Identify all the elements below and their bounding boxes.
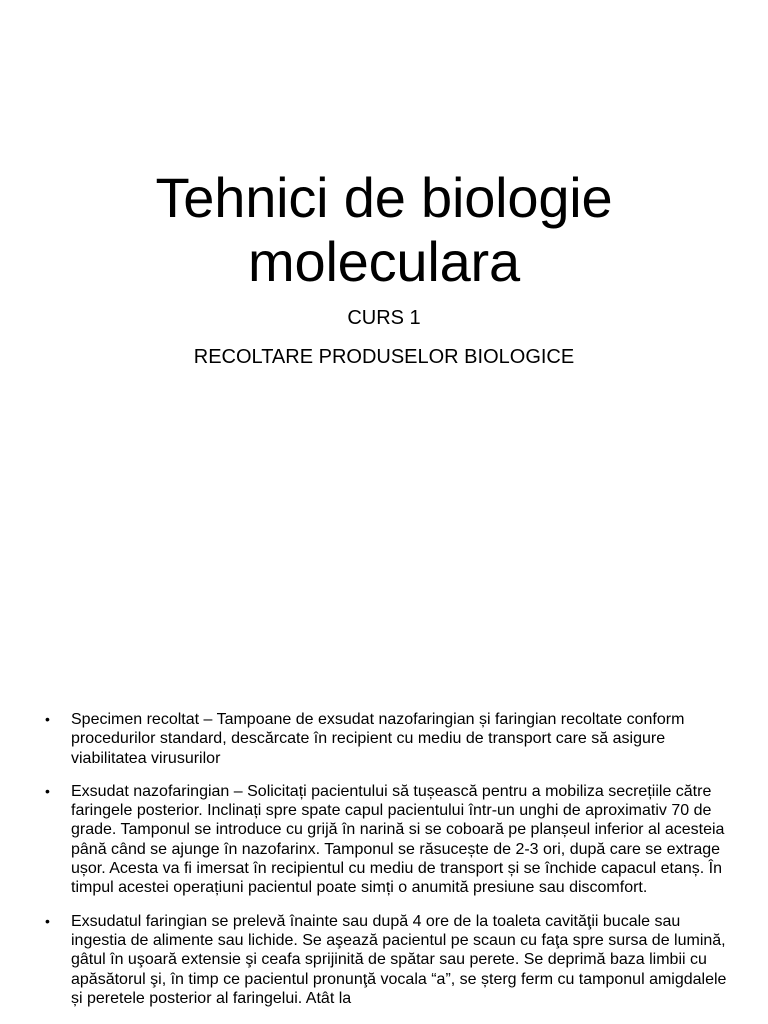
slide-title: Tehnici de biologie moleculara [155,166,613,293]
bullet-icon: • [45,782,50,799]
slide-subtitle: RECOLTARE PRODUSELOR BIOLOGICE [193,346,575,368]
list-item [0,710,768,768]
content-slide [0,700,768,1024]
bullet-text: Specimen recoltat – Tampoane de exsudat nazofaringian și faringian recoltate conform procedurilor standard, descărcate în recipient cu mediu de transport care să asigure viabilitatea virusurilor [71,711,685,767]
bullet-text: Exsudat nazofaringian – Solicitați pacientului să tușească pentru a mobiliza secrețiile către faringele posterior. Inclinați spre spate capul pacientului într-un unghi de aproximativ 70 de grade. Tamponul se introduce cu grijă în narină si se coboară pe planșeul inferior al acesteia până când se ajunge în nazofarinx. Tamponul se răsucește de 2-3 ori, după care se extrage ușor. Acesta va fi imersat în recipientul cu mediu de transport și se închide capacul etanș. În timpul acestei operațiuni pacientul poate simți o anumită presiune sau discomfort. [71,782,725,897]
course-number: CURS 1 [347,307,421,329]
bullet-icon: • [45,912,50,929]
bullet-text: Exsudatul faringian se prelevă înainte sau după 4 ore de la toaleta cavităţii bucale sau ingestia de alimente sau lichide. Se aşează pacientul pe scaun cu faţa spre sursa de lumină, gâtul în uşoară extensie şi ceafa sprijinită de spătar sau perete. Se deprimă baza limbii cu apăsătorul şi, în timp ce pacientul pronunţă vocala “a”, se șterg ferm cu tamponul amigdalele și peretele posterior al faringelui. Atât la [71,912,727,1007]
list-item [0,782,768,898]
list-item [0,912,768,1008]
bullet-list [0,710,768,1022]
bullet-icon: • [45,711,50,727]
